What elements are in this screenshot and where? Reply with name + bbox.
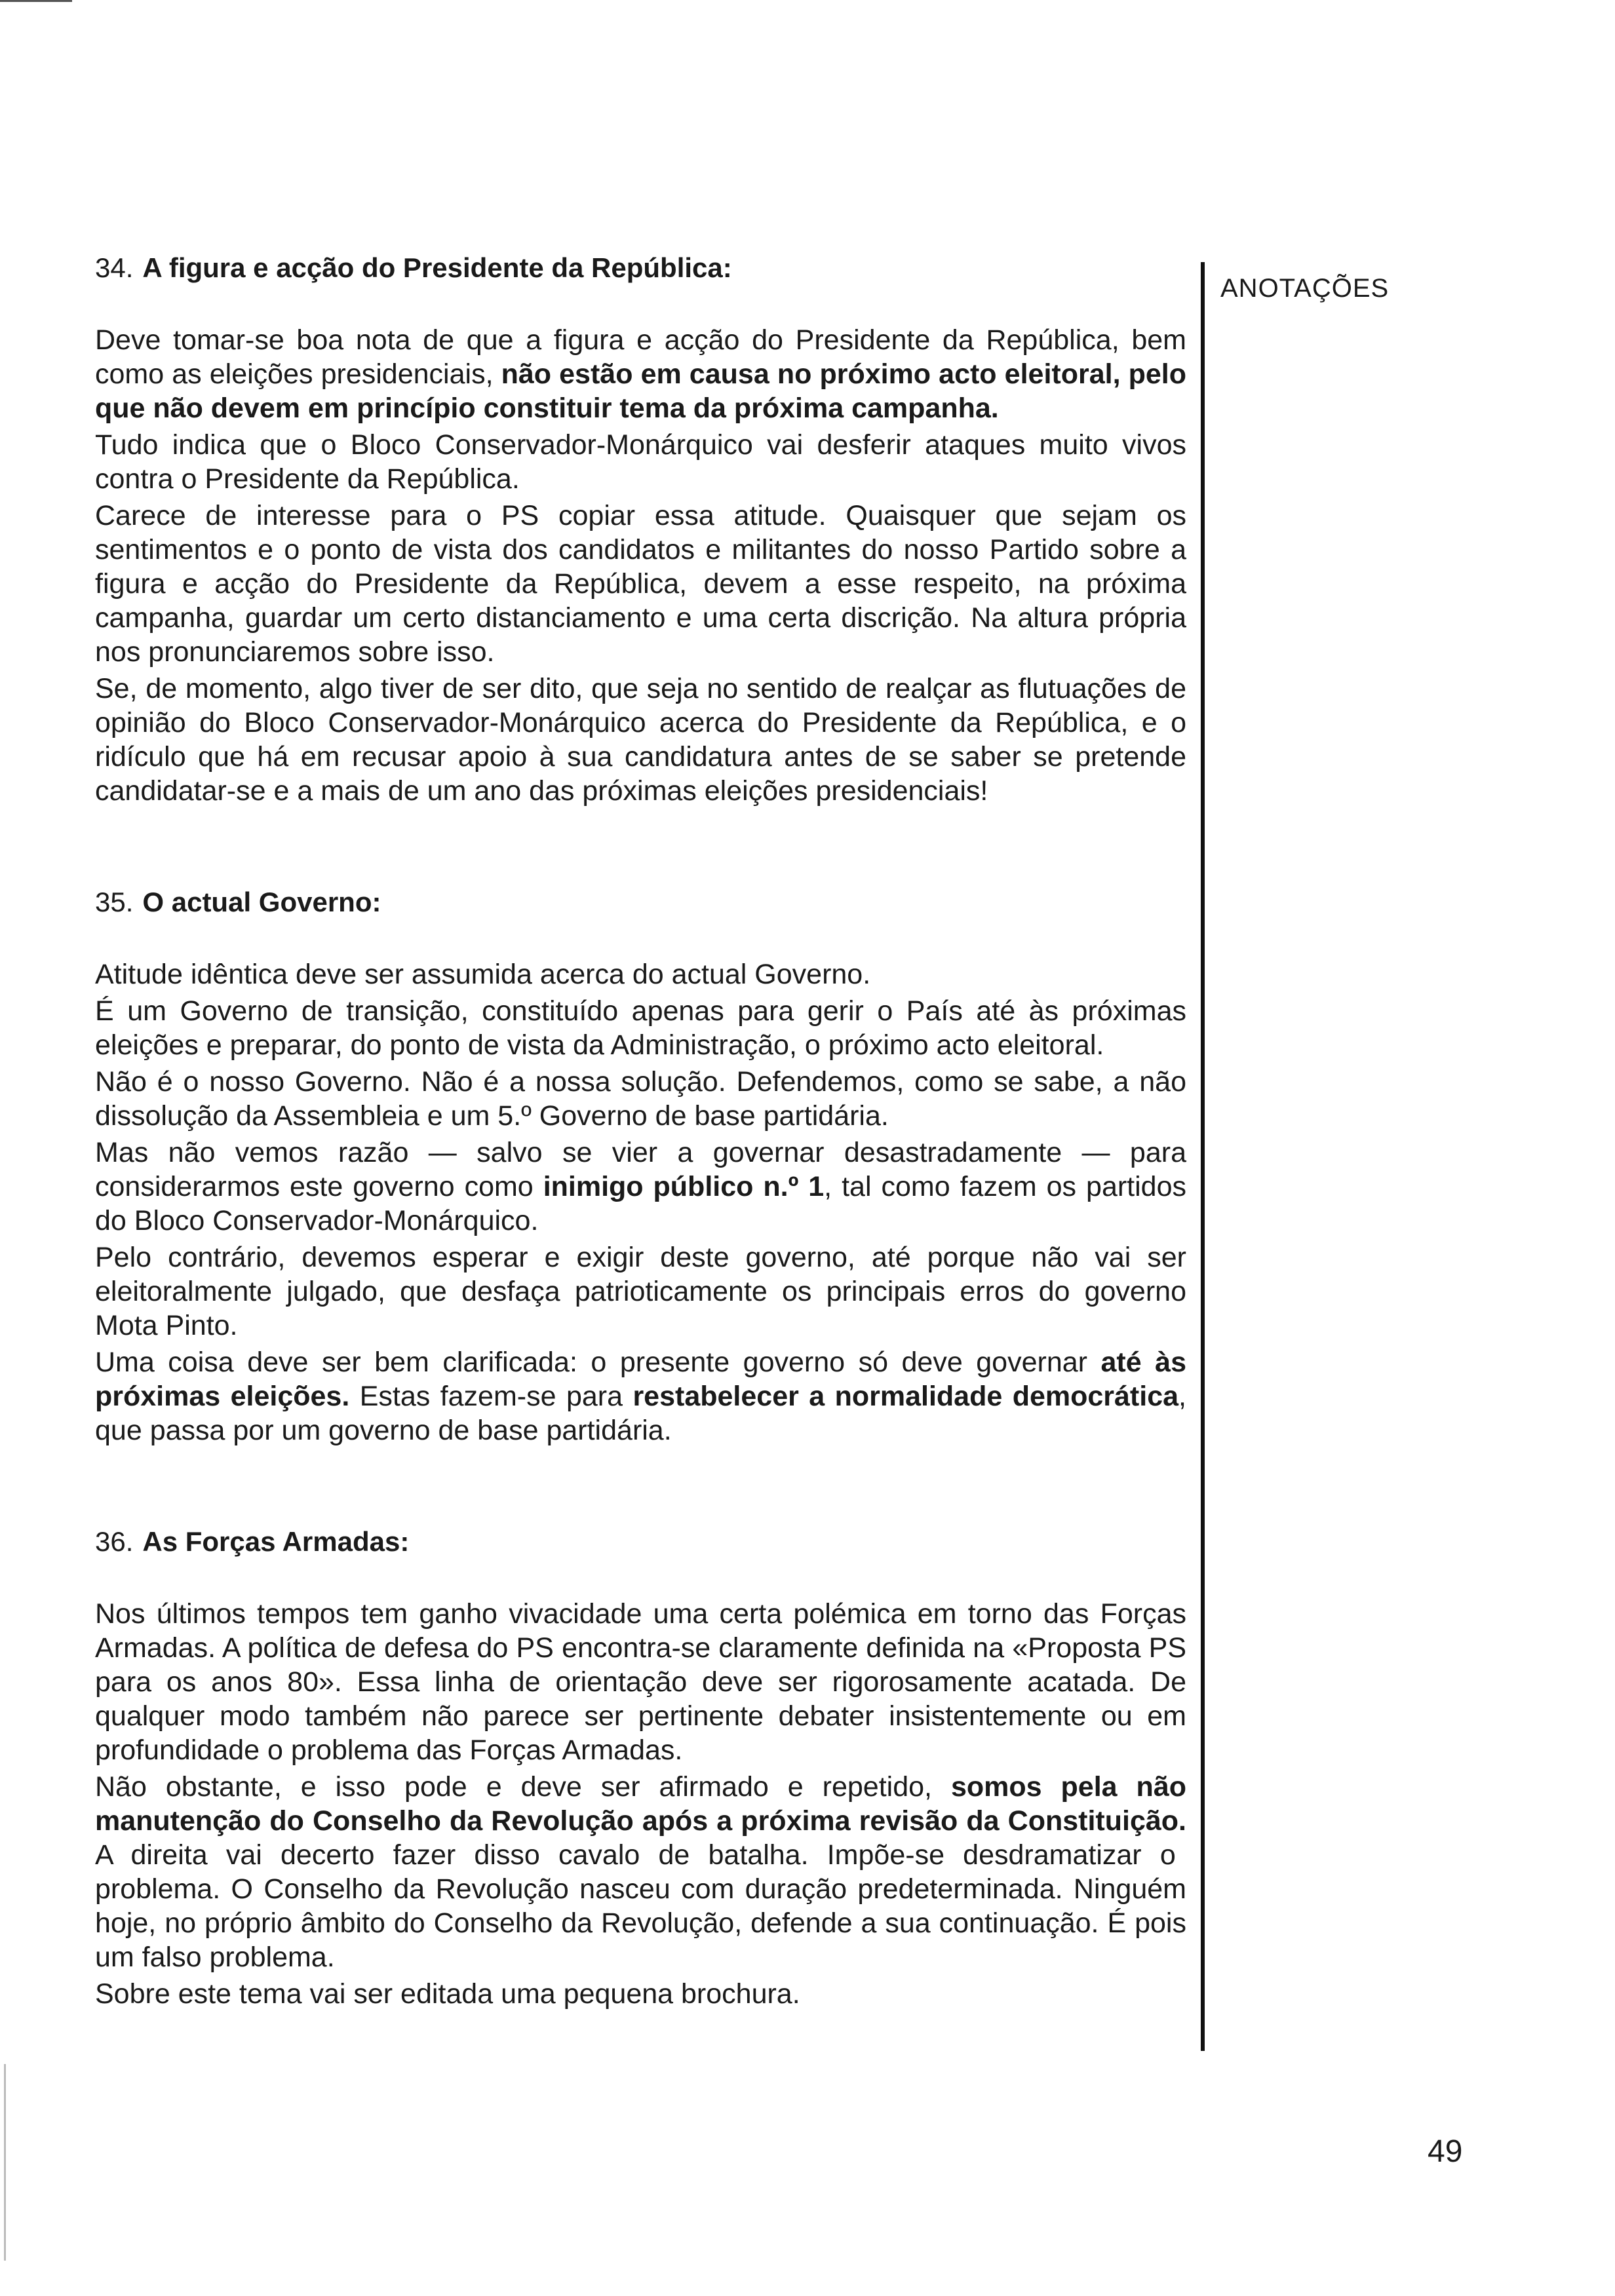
annotations-label: ANOTAÇÕES [1220,274,1390,303]
section-heading [95,887,1186,918]
paragraph [95,499,1186,669]
paragraph [95,428,1186,496]
page-number: 49 [1428,2134,1463,2169]
document-body [95,252,1186,2014]
text-run: , que passa por um governo de base partidária. [95,1381,1186,1446]
paragraph [95,1240,1186,1343]
section-35 [95,887,1186,1447]
bold-text: somos pela não manutenção do Conselho da Revolução após a próxima revisão da Constituição. [95,1771,1186,1837]
bold-text: restabelecer a normalidade democrática [632,1381,1179,1412]
text-run: Tudo indica que o Bloco Conservador-Monárquico vai desferir ataques muito vivos contra o Presidente da República. [95,429,1186,495]
text-run: Mas não vemos razão — salvo se vier a governar desastradamente — para considerarmos este governo como [95,1137,1186,1202]
section-34 [95,252,1186,808]
binding-edge-mark [4,2064,6,2261]
bold-text: inimigo público n.º 1 [543,1171,825,1202]
text-run: Não é o nosso Governo. Não é a nossa solução. Defendemos, como se sabe, a não dissolução da Assembleia e um 5.º Governo de base partidária. [95,1066,1186,1132]
section-number: 35. [95,887,134,917]
section-number: 34. [95,252,134,283]
top-edge-rule [0,0,72,2]
text-run: Atitude idêntica deve ser assumida acerca do actual Governo. [95,959,871,990]
text-run: Uma coisa deve ser bem clarificada: o presente governo só deve governar [95,1347,1101,1378]
section-36 [95,1526,1186,2011]
text-run: Estas fazem-se para [349,1381,633,1412]
text-run: Não obstante, e isso pode e deve ser afirmado e repetido, [95,1771,951,1803]
paragraph [95,1977,1186,2011]
bold-text: até às próximas eleições. [95,1347,1186,1412]
paragraph [95,1345,1186,1447]
section-title: As Forças Armadas: [142,1526,410,1557]
section-title: O actual Governo: [142,887,381,917]
text-run: Pelo contrário, devemos esperar e exigir deste governo, até porque não vai ser eleitoralmente julgado, que desfaça patrioticamente os principais erros do governo Mota Pinto. [95,1242,1186,1341]
text-run: Sobre este tema vai ser editada uma pequena brochura. [95,1978,800,2010]
paragraph [95,1065,1186,1133]
bold-text: não estão em causa no próximo acto eleitoral, pelo que não devem em princípio constituir tema da próxima campanha. [95,358,1186,424]
section-title: A figura e acção do Presidente da República: [142,252,732,283]
section-number: 36. [95,1526,134,1557]
text-run: Deve tomar-se boa nota de que a figura e acção do Presidente da República, bem como as eleições presidenciais, [95,324,1186,390]
section-heading [95,252,1186,284]
paragraph [95,994,1186,1062]
text-run: Carece de interesse para o PS copiar essa atitude. Quaisquer que sejam os sentimentos e o ponto de vista dos candidatos e militantes do nosso Partido sobre a figura e acção do Presidente da República, devem a esse respeito, na próxima campanha, guardar um certo distanciamento e uma certa discrição. Na altura própria nos pronunciaremos sobre isso. [95,500,1186,668]
paragraph [95,1136,1186,1238]
paragraph [95,1597,1186,1767]
text-run: , tal como fazem os partidos do Bloco Conservador-Monárquico. [95,1171,1187,1236]
paragraph [95,957,1186,991]
text-run: Se, de momento, algo tiver de ser dito, que seja no sentido de realçar as flutuações de opinião do Bloco Conservador-Monárquico acerca do Presidente da República, e o ridículo que há em recusar apoio à sua candidatura antes de se saber se pretende candidatar-se e a mais de um ano das próximas eleições presidenciais! [95,673,1186,807]
paragraph [95,1770,1186,1974]
text-run: A direita vai decerto fazer disso cavalo de batalha. Impõe-se desdramatizar o problema. O Conselho da Revolução nasceu com duração predeterminada. Ninguém hoje, no próprio âmbito do Conselho da Revolução, defende a sua continuação. É pois um falso problema. [95,1839,1186,1973]
paragraph [95,323,1186,425]
annotations-margin-rule [1201,262,1205,2051]
section-heading [95,1526,1186,1558]
paragraph [95,672,1186,808]
text-run: Nos últimos tempos tem ganho vivacidade uma certa polémica em torno das Forças Armadas. A política de defesa do PS encontra-se claramente definida na «Proposta PS para os anos 80». Essa linha de orientação deve ser rigorosamente acatada. De qualquer modo também não parece ser pertinente debater insistentemente ou em profundidade o problema das Forças Armadas. [95,1598,1186,1766]
text-run: É um Governo de transição, constituído apenas para gerir o País até às próximas eleições e preparar, do ponto de vista da Administração, o próximo acto eleitoral. [95,995,1186,1061]
